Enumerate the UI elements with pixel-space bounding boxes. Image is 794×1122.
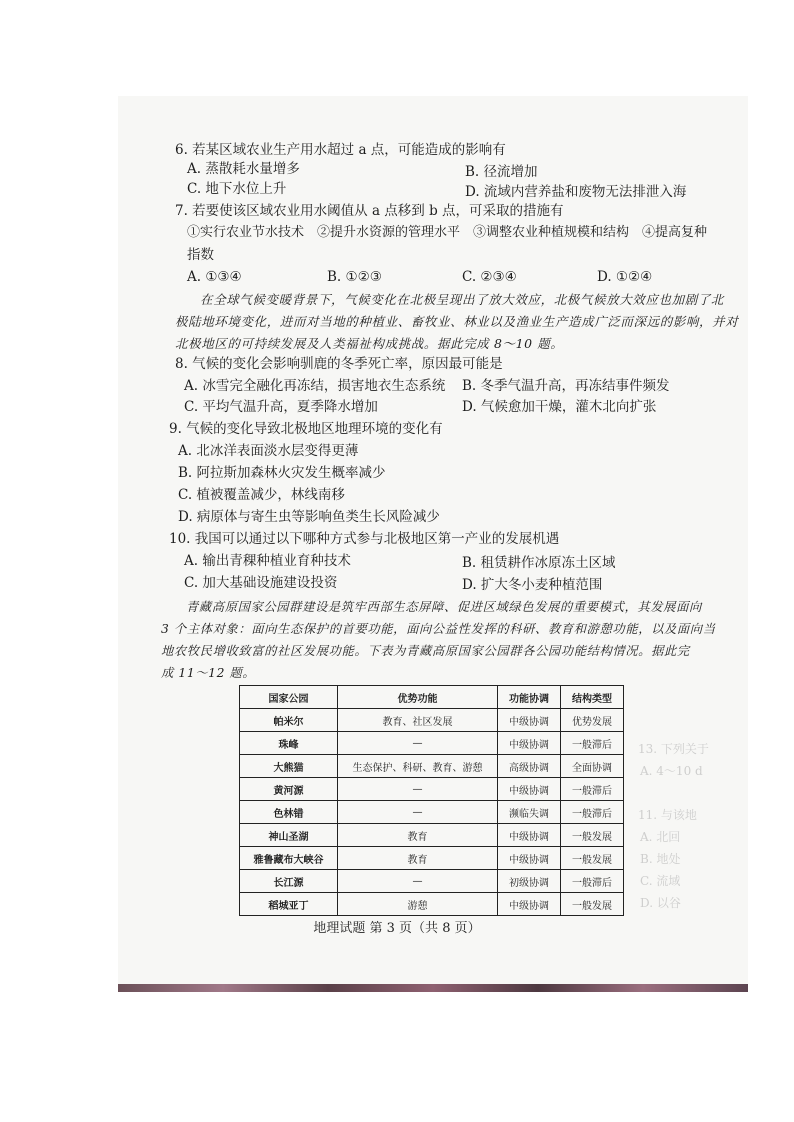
passage-arctic-line1: 在全球气候变暖背景下，气候变化在北极呈现出了放大效应，北极气候放大效应也加剧了北 [200, 292, 725, 307]
q7-stem: 7. 若要使该区域农业用水阈值从 a 点移到 b 点，可采取的措施有 [175, 203, 564, 219]
q9-option-a: A. 北冰洋表面淡水层变得更薄 [178, 443, 359, 459]
bleed-through-text: A. 北回 [640, 830, 681, 844]
bleed-through-text: C. 流域 [640, 874, 681, 888]
advantage-function-cell: 教育、社区发展 [338, 709, 498, 732]
table-row [240, 870, 624, 893]
structure-type-cell: 一般滞后 [561, 732, 624, 755]
table-header-cell: 功能协调 [498, 686, 561, 709]
structure-type-cell: 全面协调 [561, 755, 624, 778]
table-row [240, 732, 624, 755]
structure-type-cell: 一般滞后 [561, 801, 624, 824]
table-row [240, 709, 624, 732]
advantage-function-cell: — [338, 870, 498, 893]
bleed-through-text: 11. 与该地 [638, 808, 697, 822]
passage-arctic-line2: 极陆地环境变化，进而对当地的种植业、畜牧业、林业以及渔业生产造成广泛而深远的影响，并对 [175, 314, 739, 329]
q10-option-d: D. 扩大冬小麦种植范围 [462, 577, 603, 593]
q10-option-c: C. 加大基础设施建设投资 [184, 575, 338, 591]
q8-option-a: A. 冰雪完全融化再冻结，损害地衣生态系统 [184, 378, 446, 394]
table-row [240, 778, 624, 801]
passage-arctic-line3: 北极地区的可持续发展及人类福祉构成挑战。据此完成 8～10 题。 [175, 336, 564, 351]
page-footer: 地理试题 第 3 页（共 8 页） [313, 921, 481, 936]
table-header-cell: 结构类型 [561, 686, 624, 709]
q6-option-c: C. 地下水位上升 [187, 181, 287, 197]
bleed-through-text: A. 4～10 d [640, 764, 703, 778]
q9-stem: 9. 气候的变化导致北极地区地理环境的变化有 [169, 421, 443, 437]
coordination-cell: 高级协调 [498, 755, 561, 778]
q7-option-a: A. ①③④ [187, 269, 242, 285]
q7-option-b: B. ①②③ [327, 269, 382, 285]
passage-qz-line3: 地农牧民增收致富的社区发展功能。下表为青藏高原国家公园群各公园功能结构情况。据此完 [161, 644, 690, 658]
park-name-cell: 帕米尔 [240, 709, 338, 732]
q10-option-b: B. 租赁耕作冰原冻土区域 [462, 555, 616, 571]
q7-choices-line2: 指数 [187, 247, 214, 263]
passage-qz-line1: 青藏高原国家公园群建设是筑牢西部生态屏障、促进区域绿色发展的重要模式，其发展面向 [186, 600, 702, 614]
table-row [240, 801, 624, 824]
coordination-cell: 中级协调 [498, 709, 561, 732]
park-name-cell: 神山圣湖 [240, 824, 338, 847]
park-name-cell: 大熊猫 [240, 755, 338, 778]
q10-option-a: A. 输出青稞种植业育种技术 [184, 553, 351, 569]
table-header-cell: 优势功能 [338, 686, 498, 709]
table-row [240, 893, 624, 916]
structure-type-cell: 一般发展 [561, 893, 624, 916]
q10-stem: 10. 我国可以通过以下哪种方式参与北极地区第一产业的发展机遇 [169, 531, 560, 547]
q7-option-d: D. ①②④ [597, 269, 653, 285]
national-park-function-table [239, 685, 624, 916]
coordination-cell: 中级协调 [498, 824, 561, 847]
q6-stem: 6. 若某区域农业生产用水超过 a 点，可能造成的影响有 [175, 142, 506, 158]
q8-option-d: D. 气候愈加干燥，灌木北向扩张 [462, 399, 657, 415]
coordination-cell: 中级协调 [498, 847, 561, 870]
q9-option-c: C. 植被覆盖减少，林线南移 [178, 487, 345, 503]
coordination-cell: 中级协调 [498, 893, 561, 916]
q8-option-c: C. 平均气温升高，夏季降水增加 [184, 399, 378, 415]
q7-choices-line1: ①实行农业节水技术 ②提升水资源的管理水平 ③调整农业种植规模和结构 ④提高复种 [187, 225, 708, 240]
advantage-function-cell: 游憩 [338, 893, 498, 916]
structure-type-cell: 一般滞后 [561, 778, 624, 801]
coordination-cell: 濒临失调 [498, 801, 561, 824]
advantage-function-cell: 教育 [338, 847, 498, 870]
structure-type-cell: 一般滞后 [561, 870, 624, 893]
advantage-function-cell: 教育 [338, 824, 498, 847]
q8-stem: 8. 气候的变化会影响驯鹿的冬季死亡率，原因最可能是 [175, 356, 503, 372]
q6-option-b: B. 径流增加 [465, 164, 538, 180]
structure-type-cell: 一般发展 [561, 824, 624, 847]
table-row [240, 824, 624, 847]
advantage-function-cell: — [338, 801, 498, 824]
park-name-cell: 色林错 [240, 801, 338, 824]
q8-option-b: B. 冬季气温升高，再冻结事件频发 [462, 378, 670, 394]
bleed-through-text: D. 以谷 [640, 896, 681, 910]
q6-option-d: D. 流域内营养盐和废物无法排泄入海 [465, 184, 687, 200]
advantage-function-cell: — [338, 732, 498, 755]
coordination-cell: 中级协调 [498, 778, 561, 801]
park-name-cell: 长江源 [240, 870, 338, 893]
advantage-function-cell: 生态保护、科研、教育、游憩 [338, 755, 498, 778]
table-header-cell: 国家公园 [240, 686, 338, 709]
q9-option-d: D. 病原体与寄生虫等影响鱼类生长风险减少 [178, 509, 440, 525]
park-name-cell: 雅鲁藏布大峡谷 [240, 847, 338, 870]
background-floor [118, 984, 748, 992]
structure-type-cell: 优势发展 [561, 709, 624, 732]
passage-qz-line2: 3 个主体对象：面向生态保护的首要功能，面向公益性发挥的科研、教育和游憩功能，以及面向当 [161, 622, 716, 636]
park-name-cell: 稻城亚丁 [240, 893, 338, 916]
passage-qz-line4: 成 11～12 题。 [161, 666, 256, 680]
advantage-function-cell: — [338, 778, 498, 801]
table-header-row [240, 686, 624, 709]
bleed-through-text: B. 地处 [640, 852, 681, 866]
bleed-through-text: 13. 下列关于 [638, 742, 709, 756]
park-name-cell: 黄河源 [240, 778, 338, 801]
table-row [240, 755, 624, 778]
q9-option-b: B. 阿拉斯加森林火灾发生概率减少 [178, 465, 386, 481]
table-row [240, 847, 624, 870]
q7-option-c: C. ②③④ [462, 269, 517, 285]
q6-option-a: A. 蒸散耗水量增多 [187, 161, 300, 177]
park-name-cell: 珠峰 [240, 732, 338, 755]
coordination-cell: 初级协调 [498, 870, 561, 893]
structure-type-cell: 一般发展 [561, 847, 624, 870]
coordination-cell: 中级协调 [498, 732, 561, 755]
